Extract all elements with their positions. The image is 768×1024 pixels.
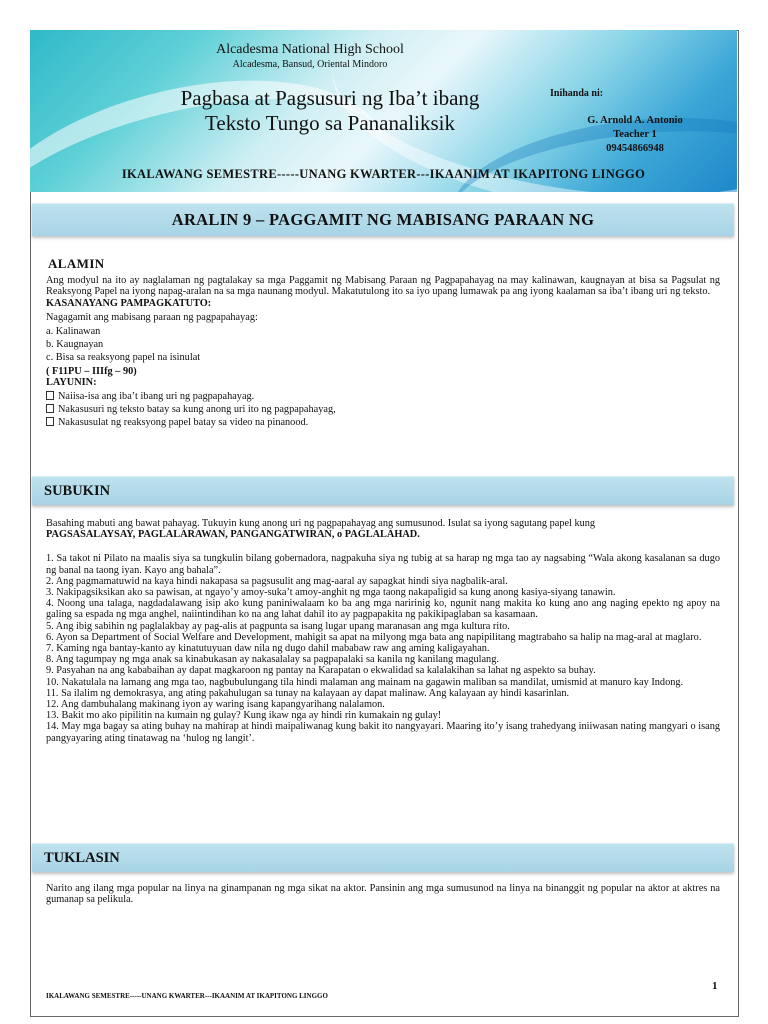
question-item: 3. Nakipagsiksikan ako sa pawisan, at ngayo’y amoy-suka’t amoy-anghit ng mga taong nakapaligid sa kung anong kasiya-siyang tanawin. — [46, 587, 616, 599]
author-block — [560, 114, 710, 156]
subukin-instruction: Basahing mabuti ang bawat pahayag. Tukuyin kung anong uri ng pagpapahayag ang sumusunod. Isulat sa iyong sagutang papel kung — [46, 518, 596, 529]
tuklasin-heading: TUKLASIN — [44, 850, 120, 866]
question-item: 1. Sa takot ni Pilato na maalis siya sa tungkulin bilang gobernadora, nagpakuha siya ng tubig at sa harap ng mga tao ay nagsabing “Wala akong kasalanan sa dugo ng banal na taong iyan. Kayo ang bahala”. — [46, 553, 720, 576]
question-item: 9. Pasyahan na ang kababaihan ay dapat magkaroon ng pantay na Karapatan o ekwalidad sa kalalakihan sa lahat ng aspekto sa buhay. — [46, 665, 596, 677]
prepared-by-label: Inihanda ni: — [550, 88, 604, 99]
objective-item — [46, 417, 720, 428]
subukin-section — [46, 518, 720, 840]
subukin-heading: SUBUKIN — [44, 483, 111, 499]
tuklasin-section — [46, 883, 720, 906]
question-item: 5. Ang ibig sabihin ng paglalakbay ay pag-alis at pagpunta sa isang lugar upang maranasan ang mga kultura rito. — [46, 620, 510, 632]
question-item: 2. Ang pagmamatuwid na kaya hindi nakapasa sa pagsusulit ang mag-aaral ay sapagkat hindi siya nagbalik-aral. — [46, 575, 508, 587]
author-phone: 09454866948 — [606, 143, 664, 154]
question-item: 11. Sa ilalim ng demokrasya, ang ating pakahulugan sa tunay na kalayaan ay dapat malinaw. Ang kalayaan ay hindi kasarinlan. — [46, 687, 570, 699]
question-item: 4. Noong una talaga, nagdadalawang isip ako kung paniniwalaam ko ba ang mga naririnig ko, ngunit nang makita ko kung ano ang naging epekto ng apoy na galing sa espada ng mga anghel, naiintindihan ko na ang lahat dahil ito ay pagpapakita ng pakikipaglaban sa kasamaan. — [46, 598, 720, 621]
question-item: 12. Ang dambuhalang makinang iyon ay waring isang kapangyarihang nalalamon. — [46, 699, 385, 711]
competency-item: a. Kalinawan — [46, 325, 101, 337]
question-item: 7. Kaming nga bantay-kanto ay kinatutuyuan daw nila ng dugo dahil mababaw raw ang aming kaligayahan. — [46, 643, 490, 655]
objective-item — [46, 404, 720, 415]
competency-text: Nagagamit ang mabisang paraan ng pagpapahayag: — [46, 312, 258, 324]
page-number: 1 — [712, 980, 718, 992]
tuklasin-bar — [32, 843, 734, 872]
lesson-title: ARALIN 9 – PAGGAMIT NG MABISANG PARAAN NG — [171, 210, 595, 229]
author-name: G. Arnold A. Antonio — [587, 115, 683, 126]
footer-semester: IKALAWANG SEMESTRE-----UNANG KWARTER---IKAANIM AT IKAPITONG LINGGO — [46, 992, 328, 1000]
checkbox-icon — [46, 417, 54, 426]
alamin-heading: ALAMIN — [48, 256, 105, 271]
question-item: 8. Ang tagumpay ng mga anak sa kinabukasan ay nakasalalay sa pagpapalaki sa kanila ng kanilang magulang. — [46, 654, 499, 666]
alamin-intro: Ang modyul na ito ay naglalaman ng pagtalakay sa mga Paggamit ng Mabisang Paraan ng Pagpapahayag na may kalinawan, kaugnayan at bisa sa Pagsulat ng Reaksyong Papel na iyong napag-aralan na sa mga naunang modyul. Makatutulong ito sa iyo upang lumawak pa ang iyong kaalaman sa iba’t ibang uri ng teksto. — [46, 275, 720, 298]
objective-item — [46, 391, 720, 402]
document-title: Pagbasa at Pagsusuri ng Iba’t ibang Teksto Tungo sa Pananaliksik — [180, 86, 480, 135]
school-name: Alcadesma National High School — [216, 42, 404, 57]
competency-code: ( F11PU – IIIfg – 90) — [46, 365, 137, 377]
lesson-title-bar — [32, 203, 734, 236]
school-address: Alcadesma, Bansud, Oriental Mindoro — [232, 59, 388, 70]
spacer — [46, 540, 720, 551]
question-item: 6. Ayon sa Department of Social Welfare and Development, mahigit sa apat na milyong mga bata ang napipilitang magtrabaho sa halip na mag-aral at maglaro. — [46, 631, 702, 643]
subukin-bar — [32, 476, 734, 505]
tuklasin-text: Narito ang ilang mga popular na linya na ginampanan ng mga sikat na aktor. Pansinin ang mga sumusunod na linya na binanggit ng popular na aktor at aktres na gumanap sa pelikula. — [46, 883, 720, 906]
author-position: Teacher 1 — [613, 129, 657, 140]
objective-text: Nakasusuri ng teksto batay sa kung anong uri ito ng pagpapahayag, — [58, 404, 336, 416]
objective-text: Naiisa-isa ang iba’t ibang uri ng pagpapahayag. — [58, 390, 255, 402]
competency-item: c. Bisa sa reaksyong papel na isinulat — [46, 352, 201, 364]
question-item: 14. May mga bagay sa ating buhay na mahirap at hindi maipaliwanag kung bakit ito nangyayari. Maaring ito’y isang trahedyang iniiwasan nating mangyari o isang pangyayaring ating tinatawag na ‘hulog ng langit’. — [46, 721, 720, 744]
alamin-section — [46, 275, 720, 429]
header-banner — [30, 30, 737, 192]
objective-text: Nakasusulat ng reaksyong papel batay sa video na pinanood. — [58, 417, 309, 429]
competency-item: b. Kaugnayan — [46, 339, 104, 351]
objectives-heading: LAYUNIN: — [46, 377, 97, 389]
competency-heading: KASANAYANG PAMPAGKATUTO: — [46, 297, 212, 309]
semester-line: IKALAWANG SEMESTRE-----UNANG KWARTER---IKAANIM AT IKAPITONG LINGGO — [121, 167, 646, 181]
subukin-choices: PAGSASALAYSAY, PAGLALARAWAN, PANGANGATWIRAN, o PAGLALAHAD. — [46, 529, 420, 541]
checkbox-icon — [46, 391, 54, 400]
question-item: 10. Nakatulala na lamang ang mga tao, nagbubulungang tila hindi malaman ang mainam na gagawin maliban sa mandilat, umismid at manuro kay Indong. — [46, 676, 684, 688]
checkbox-icon — [46, 404, 54, 413]
question-item: 13. Bakit mo ako pipilitin na kumain ng gulay? Kung ikaw nga ay hindi rin kumakain ng gulay! — [46, 710, 442, 722]
